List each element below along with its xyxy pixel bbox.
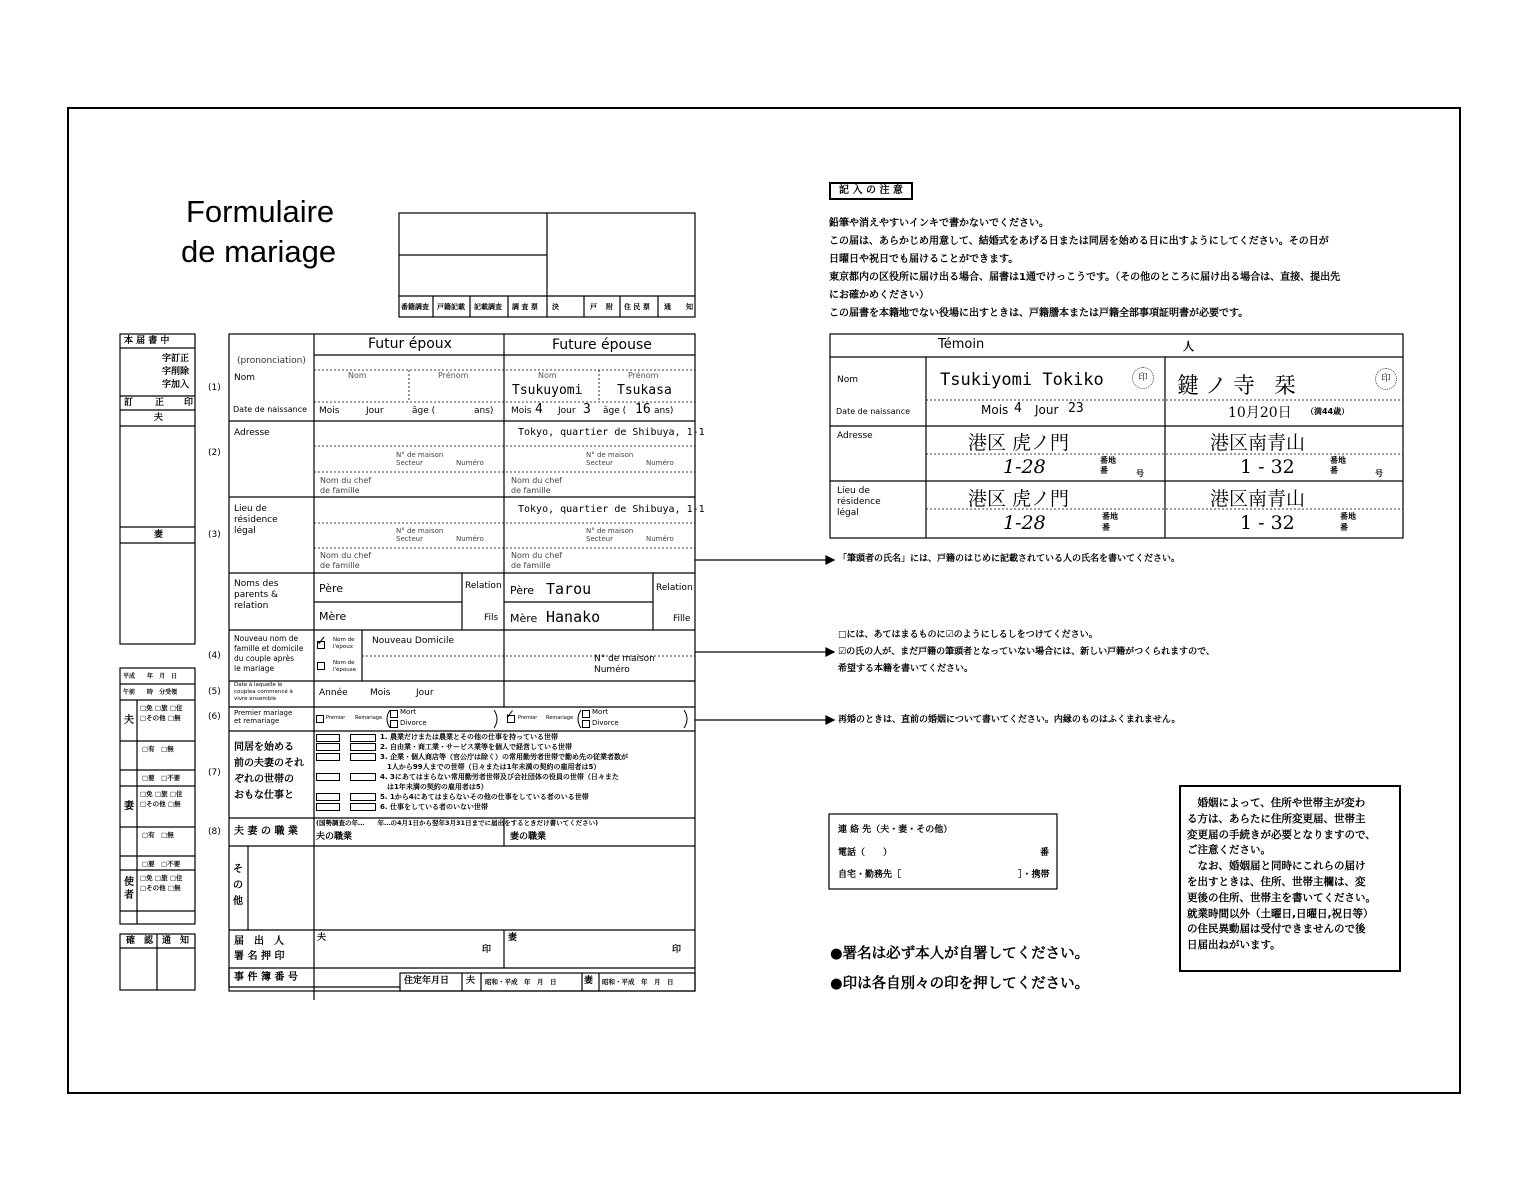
- groom-res-house-no-label: N° de maison: [396, 527, 444, 535]
- bride-family-head-label: Nom du chef de famille: [511, 476, 563, 495]
- receipt-time: 午前 時 分受領: [123, 689, 178, 696]
- seal-label: 訂: [124, 398, 134, 408]
- bride-month-label: Mois: [511, 406, 532, 416]
- case-number-label: 事 件 簿 番 号: [234, 972, 298, 983]
- office-label: 通: [664, 303, 671, 311]
- notes-heading: 記 入 の 注 意: [829, 182, 913, 200]
- witness2-address[interactable]: 港区南青山: [1210, 432, 1306, 454]
- bride-divorce-checkbox[interactable]: [582, 720, 590, 728]
- messenger-label: 使 者: [124, 877, 134, 901]
- office-label: 決: [552, 303, 559, 311]
- bride-first-marriage-label: Premier: [518, 715, 538, 721]
- row-number: (1): [208, 383, 221, 393]
- wife-notice-options: □要 □不要: [142, 860, 181, 868]
- groom-divorce-checkbox[interactable]: [390, 720, 398, 728]
- wife-name-option: Nom de l'épouse: [333, 660, 357, 673]
- callout-new-register-2: 希望する本籍を書いてください。: [838, 664, 974, 674]
- row-number: (5): [208, 687, 221, 697]
- contact-place[interactable]: 自宅・勤務先［: [838, 870, 902, 880]
- bride-last-name[interactable]: Tsukuyomi: [512, 383, 583, 398]
- groom-death-checkbox[interactable]: [390, 710, 398, 718]
- groom-month-label: Mois: [319, 406, 340, 416]
- birth-label: Date de naissance: [233, 405, 308, 414]
- pronunciation-label: (prononciation): [237, 356, 306, 366]
- callout-family-head: 「筆頭者の氏名」には、戸籍のはじめに記載されている人の氏名を書いてください。: [838, 554, 1181, 564]
- husband-name-option: Nom de l'époux: [333, 637, 355, 650]
- new-name-label: Nouveau nom de famille et domicile du couple après le mariage: [234, 634, 304, 673]
- witness1-month[interactable]: 4: [1014, 401, 1022, 416]
- confirm-label: 確 認: [126, 936, 154, 946]
- groom-prenom-label: Prénom: [438, 371, 469, 380]
- bride-res-family-head-label: Nom du chef de famille: [511, 551, 563, 570]
- witness1-address[interactable]: 港区 虎ノ門: [968, 432, 1070, 454]
- callout-remarriage: 再婚のときは、直前の婚姻について書いてください。内縁のものはふくまれません。: [838, 715, 1181, 725]
- form-title-line2: de mariage: [181, 234, 337, 269]
- parents-label: Noms des parents & relation: [234, 579, 279, 611]
- settle-husband-era: 昭和・平成 年 月 日: [485, 978, 557, 986]
- sign-note-2: ●印は各自別々の印を押してください。: [830, 976, 1090, 992]
- bride-death-label: Mort: [592, 708, 608, 716]
- residence-label: Lieu de résidence légal: [234, 504, 278, 536]
- household-label: 同居を始める 前の夫妻のそれ ぞれの世帯の おもな仕事と: [234, 742, 304, 801]
- witness1-seal: 印: [1132, 367, 1154, 389]
- groom-family-head-label: Nom du chef de famille: [320, 476, 372, 495]
- wife-seal-options: □有 □無: [142, 831, 174, 839]
- wife-name-checkbox[interactable]: [317, 662, 325, 670]
- witness-header: Témoin: [938, 337, 985, 352]
- husband-job-label: 夫の職業: [316, 832, 353, 842]
- callout-checkbox: □には、あてはまるものに☑のようにしるしをつけてください。: [838, 630, 1098, 640]
- groom-son-label: Fils: [484, 613, 499, 623]
- groom-day-label: Jour: [366, 406, 384, 416]
- witness2-age[interactable]: （満44歳）: [1306, 407, 1350, 416]
- groom-first-marriage-checkbox[interactable]: [316, 715, 324, 723]
- occupation-label: 夫 妻 の 職 業: [234, 826, 298, 837]
- witness-birth-label: Date de naissance: [836, 407, 911, 416]
- groom-house-no-label: N° de maison: [396, 451, 444, 459]
- cohabit-label: Date à laquelle le couplea commencé à vivre ensemble: [234, 682, 293, 702]
- witness-residence-label: Lieu de résidence légal: [837, 486, 881, 518]
- office-label: 記載調査: [474, 303, 502, 311]
- witness1-name[interactable]: Tsukiyomi Tokiko: [940, 370, 1104, 390]
- bride-day-label: Jour: [558, 406, 576, 416]
- groom-father-label: Père: [319, 582, 344, 595]
- form-title: Formulaire: [186, 194, 335, 229]
- checkmark-icon: ✓: [505, 707, 516, 721]
- seal-label: 印: [184, 398, 194, 408]
- witness1-day-label: Jour: [1035, 403, 1059, 417]
- witness1-month-label: Mois: [981, 403, 1009, 417]
- bride-address[interactable]: Tokyo, quartier de Shibuya, 1-1: [518, 427, 705, 438]
- bride-month[interactable]: 4: [535, 402, 543, 417]
- correction-label: 字訂正: [162, 354, 190, 364]
- bride-res-house-no-label: N° de maison: [586, 527, 634, 535]
- address-change-notice: 婚姻によって、住所や世帯主が変わ る方は、あらたに住所変更届、世帯主 変更届の手続きが必要となりますので、 ご注意ください。 なお、婚姻届と同時にこれらの届け を出すときは、住所、世帯主欄は、変 更後の住所、世帯主を書いてください。 就業時間以外（土曜日,日曜日,祝日等） の住民異動届は受付できませんので後 日届出ねがいます。: [1187, 797, 1376, 952]
- wife-seal-mark: 印: [672, 945, 682, 955]
- witness2-seal: 印: [1375, 368, 1397, 390]
- settle-date-label: 住定年月日: [404, 976, 450, 986]
- groom-column-header: Futur époux: [368, 336, 452, 352]
- bride-sector-label: Secteur: [586, 459, 613, 467]
- bride-house-no-label: N° de maison: [586, 451, 634, 459]
- bride-mother-label: Mère: [510, 612, 538, 625]
- office-label: 調 査 票: [512, 303, 538, 311]
- witness2-address-number[interactable]: 1 - 32: [1240, 456, 1295, 478]
- settle-wife-era: 昭和・平成 年 月 日: [602, 978, 674, 986]
- day-label: Jour: [416, 688, 434, 698]
- bride-first-name[interactable]: Tsukasa: [617, 383, 672, 398]
- office-label: 番籍調査: [401, 303, 429, 311]
- wife-signature-label: 妻: [508, 933, 518, 943]
- correction-label: 字加入: [162, 380, 190, 390]
- groom-nom-label: Nom: [348, 371, 367, 380]
- bride-number-label: Numéro: [646, 459, 674, 467]
- other-label: そ の 他: [233, 864, 243, 907]
- office-label: 附: [606, 303, 613, 311]
- contact-mobile: ］・携帯: [1018, 870, 1050, 880]
- row-number: (2): [208, 448, 221, 458]
- domicile-house-no-label: N° de maison Numéro: [594, 654, 655, 675]
- bride-daughter-label: Fille: [673, 614, 691, 624]
- sign-note-1: ●署名は必ず本人が自署してください。: [830, 946, 1090, 962]
- bride-age-label: âge (: [603, 406, 627, 416]
- wife-label: 妻: [154, 530, 164, 540]
- wife-job-label: 妻の職業: [510, 832, 547, 842]
- witness1-go: 号: [1136, 469, 1144, 478]
- husband-label: 夫: [154, 413, 164, 423]
- bride-remarriage-label: Remariage: [546, 715, 574, 721]
- groom-mother-label: Mère: [319, 610, 347, 623]
- groom-age-unit: ans): [474, 406, 494, 416]
- settle-wife: 妻: [584, 976, 594, 986]
- year-label: Année: [319, 688, 348, 698]
- bride-divorce-label: Divorce: [592, 719, 619, 727]
- row-number: (8): [208, 827, 221, 837]
- correction-box-head: 本 届 書 中: [124, 336, 170, 346]
- remarriage-label: Premier mariage et remariage: [234, 709, 293, 725]
- witness1-residence-number[interactable]: 1-28: [1003, 512, 1046, 534]
- husband-seal-mark: 印: [482, 945, 492, 955]
- office-label: 戸籍記載: [437, 303, 465, 311]
- bride-res-number-label: Numéro: [646, 535, 674, 543]
- bride-relation-label: Relation: [656, 583, 693, 593]
- occupation-note: (国勢調査の年… 年…の4月1日から翌年3月31日までに届出をするときだけ書いてください): [316, 819, 599, 827]
- groom-remarriage-label: Remariage: [355, 715, 383, 721]
- witness2-residence[interactable]: 港区南青山: [1210, 488, 1306, 510]
- row-number: (6): [208, 712, 221, 722]
- witness2-res-banchi: 番地 番: [1340, 512, 1356, 532]
- groom-res-family-head-label: Nom du chef de famille: [320, 551, 372, 570]
- bride-day[interactable]: 3: [583, 402, 591, 417]
- row-number: (4): [208, 651, 221, 661]
- husband-notice-options: □要 □不要: [142, 774, 181, 782]
- groom-first-marriage-label: Premier: [326, 715, 346, 721]
- bride-residence[interactable]: Tokyo, quartier de Shibuya, 1-1: [518, 504, 705, 515]
- wife-id-options: □免 □旅 □住 □その他 □無: [140, 790, 183, 808]
- bride-column-header: Future épouse: [552, 337, 652, 353]
- witness1-address-number[interactable]: 1-28: [1003, 456, 1046, 478]
- office-label: 知: [686, 303, 693, 311]
- groom-sector-label: Secteur: [396, 459, 423, 467]
- groom-death-label: Mort: [400, 708, 416, 716]
- settle-husband: 夫: [466, 976, 476, 986]
- signature-label: 届 出 人 署 名 押 印: [234, 936, 285, 962]
- messenger-options: □免 □旅 □住 □その他 □無: [140, 874, 183, 892]
- witness-header-suffix: 人: [1183, 340, 1194, 353]
- witness1-day[interactable]: 23: [1068, 401, 1084, 416]
- checkmark-icon: ✓: [316, 634, 327, 649]
- witness2-name[interactable]: 鍵ノ寺 栞: [1177, 374, 1302, 399]
- small-husband-label: 夫: [124, 715, 134, 726]
- bride-age-unit: ans): [654, 406, 674, 416]
- witness-name-label: Nom: [837, 375, 859, 385]
- bride-res-sector-label: Secteur: [586, 535, 613, 543]
- callout-new-register: ☑の氏の人が、まだ戸籍の筆頭者となっていない場合には、新しい戸籍がつくられますので、: [838, 647, 1215, 657]
- month-label: Mois: [370, 688, 391, 698]
- witness-address-label: Adresse: [837, 431, 873, 441]
- receipt-era: 平成 年 月 日: [123, 673, 178, 680]
- groom-res-number-label: Numéro: [456, 535, 484, 543]
- groom-number-label: Numéro: [456, 459, 484, 467]
- bride-mother-name[interactable]: Hanako: [546, 608, 601, 626]
- witness2-birth-date[interactable]: 10月20日: [1228, 405, 1292, 421]
- seal-label: 正: [155, 398, 165, 408]
- notify-label: 通 知: [162, 936, 190, 946]
- witness2-residence-number[interactable]: 1 - 32: [1240, 512, 1295, 534]
- bride-prenom-label: Prénom: [628, 371, 659, 380]
- office-label: 住 民 票: [624, 303, 650, 311]
- witness1-residence[interactable]: 港区 虎ノ門: [968, 488, 1070, 510]
- new-domicile-label: Nouveau Domicile: [372, 636, 455, 646]
- husband-seal-options: □有 □無: [142, 745, 174, 753]
- small-wife-label: 妻: [124, 801, 134, 812]
- contact-phone-label[interactable]: 電話（ ）: [838, 848, 893, 858]
- bride-father-label: Père: [510, 584, 535, 597]
- groom-divorce-label: Divorce: [400, 719, 427, 727]
- husband-signature-label: 夫: [317, 933, 327, 943]
- address-label: Adresse: [234, 428, 270, 438]
- groom-age-label: âge (: [412, 406, 436, 416]
- witness2-banchi: 番地 番: [1330, 456, 1346, 475]
- notes-body: 鉛筆や消えやすいインキで書かないでください。 この届は、あらかじめ用意して、結婚式をあげる日または同居を始める日に出すようにしてください。その日が 日曜日や祝日でも届けることができます。 東京都内の区役所に届け出る場合、届書は1通でけっこうです。（その他のところに届け出る場合は、直接、提出先 にお確かめください） この届書を本籍地でない役場に出すときは、戸籍謄本または戸籍全部事項証明書が必要です。: [829, 218, 1341, 319]
- husband-id-options: □免 □旅 □住 □その他 □無: [140, 704, 183, 722]
- name-label: Nom: [234, 373, 256, 383]
- bride-father-name[interactable]: Tarou: [546, 580, 592, 598]
- bride-nom-label: Nom: [538, 371, 557, 380]
- row-number: (7): [208, 768, 221, 778]
- bride-age[interactable]: 16: [635, 402, 651, 417]
- groom-res-sector-label: Secteur: [396, 535, 423, 543]
- office-label: 戸: [590, 303, 597, 311]
- row-number: (3): [208, 530, 221, 540]
- contact-title: 連 絡 先（夫・妻・その他）: [838, 825, 953, 835]
- witness2-go: 号: [1375, 469, 1383, 478]
- bride-death-checkbox[interactable]: [582, 710, 590, 718]
- witness1-res-banchi: 番地 番: [1102, 512, 1118, 532]
- correction-label: 字削除: [162, 367, 190, 377]
- contact-ban: 番: [1040, 848, 1050, 858]
- household-options: 1. 農業だけまたは農業とその他の仕事を持っている世帯 2. 自由業・商工業・サービス業等を個人で経営している世帯 3. 企業・個人商店等（官公庁は除く）の常用勤労者世帯で勤め先の従業者数が 1人から99人までの世帯（日々または1年未満の契約の雇用者は5） 4. 3にあてはまらない常用勤労者世帯及び会社団体の役員の世帯（日々また は1年未満の契約の雇用者は5） 5. 1から4にあてはまらないその他の仕事をしている者のいる世帯 6. 仕事をしている者のいない世帯: [380, 733, 628, 811]
- witness1-banchi: 番地 番: [1100, 456, 1116, 475]
- groom-relation-label: Relation: [465, 581, 502, 591]
